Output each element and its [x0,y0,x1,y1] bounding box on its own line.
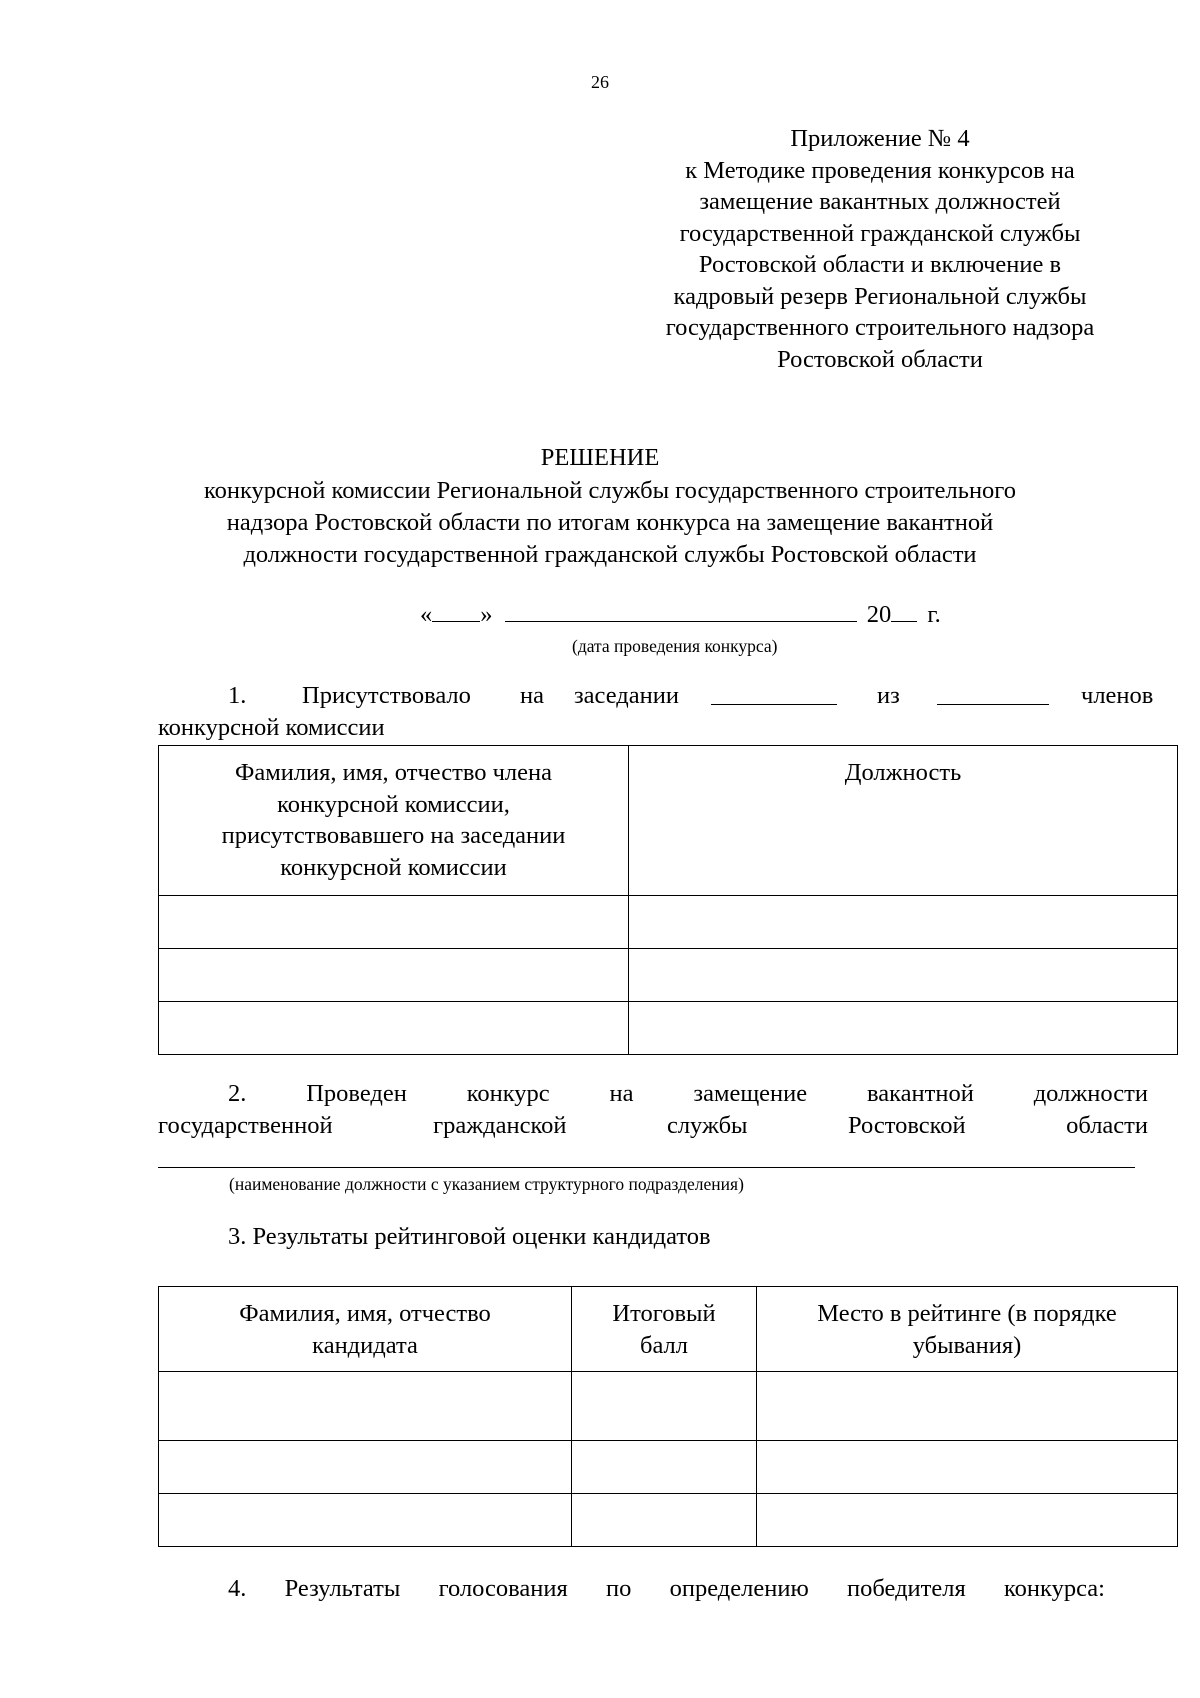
item-4-line [228,1573,1105,1605]
position-name-blank [158,1167,1135,1168]
item-1-number: 1. [228,682,247,709]
open-quote: « [420,601,433,628]
page-number: 26 [591,72,609,92]
item-2-line-2 [158,1110,1148,1142]
item-1 [158,680,1154,744]
month-blank [505,599,857,622]
date-caption: (дата проведения конкурса) [572,636,778,656]
item-2-word: 2. [228,1080,247,1107]
appendix-line: к Методике проведения конкурсов на [685,156,1075,184]
rating-table [158,1286,1178,1547]
item-1-word: членов [1081,682,1154,709]
header-line: Место в рейтинге (в порядке [817,1300,1117,1327]
header-line: конкурсной комиссии [280,853,507,881]
table-header-row [159,746,1178,896]
header-line: балл [639,1331,688,1359]
item-2-word: области [1066,1112,1148,1139]
table-cell[interactable] [757,1494,1178,1547]
table-cell[interactable] [757,1441,1178,1494]
appendix-line: замещение вакантных должностей [699,188,1061,215]
appendix-line: государственного строительного надзора [665,314,1095,341]
header-rank [757,1287,1178,1372]
item-1-word: заседании [574,682,679,709]
year-suffix: г. [927,601,941,628]
header-line: кандидата [312,1331,418,1359]
members-table [158,745,1178,1055]
table-cell[interactable] [572,1494,757,1547]
document-title: РЕШЕНИЕ [540,444,660,471]
item-2-word: Проведен [306,1080,407,1107]
close-quote: » [480,601,493,628]
date-line [420,599,941,629]
appendix-line: Ростовской области и включение в [698,251,1062,278]
table-cell[interactable] [629,896,1178,949]
document-subtitle [160,475,1060,571]
item-2-line-1 [158,1078,1148,1110]
appendix-line: Ростовской области [777,345,983,373]
table-header-row [159,1287,1178,1372]
table-row [159,1441,1178,1494]
item-2-word: гражданской [433,1112,567,1139]
item-2-word: должности [1033,1080,1148,1107]
item-4-word: голосования [438,1575,568,1602]
header-line: Фамилия, имя, отчество [239,1300,491,1327]
item-4-word: Результаты [284,1575,401,1602]
present-count-blank [711,682,837,705]
table-cell[interactable] [159,896,629,949]
item-2-word: конкурс [466,1080,550,1107]
table-row [159,949,1178,1002]
header-line: присутствовавшего на заседании [221,822,566,849]
item-4-word: определению [669,1575,809,1602]
item-3-heading: 3. Результаты рейтинговой оценки кандидатов [228,1223,711,1250]
header-line: убывания) [912,1331,1022,1359]
table-cell[interactable] [159,1494,572,1547]
item-4-word: конкурса: [1004,1575,1105,1602]
header-line: Фамилия, имя, отчество члена [234,759,553,786]
item-4-word: 4. [228,1575,247,1602]
item-1-word: Присутствовало [302,682,471,709]
subtitle-line: должности государственной гражданской службы Ростовской области [243,541,977,568]
appendix-line: Приложение № 4 [790,125,970,152]
item-2-word: вакантной [867,1080,974,1107]
item-2-word: замещение [693,1080,808,1107]
total-count-blank [937,682,1049,705]
table-cell[interactable] [159,1002,629,1055]
item-4-word: победителя [847,1575,966,1602]
item-2 [158,1078,1148,1142]
table-cell[interactable] [159,949,629,1002]
table-cell[interactable] [629,949,1178,1002]
day-blank [432,599,480,622]
table-cell[interactable] [757,1372,1178,1441]
table-cell[interactable] [159,1441,572,1494]
header-position: Должность [629,746,1178,896]
header-total-score [572,1287,757,1372]
item-1-word: из [877,682,900,709]
header-member-name [159,746,629,896]
item-1-line-2: конкурсной комиссии [158,714,385,741]
table-row [159,896,1178,949]
table-row [159,1494,1178,1547]
table-row [159,1372,1178,1441]
subtitle-line: конкурсной комиссии Региональной службы государственного строительного [203,477,1016,504]
subtitle-line: надзора Ростовской области по итогам конкурса на замещение вакантной [226,509,994,536]
header-line: конкурсной комиссии, [277,790,510,818]
item-4 [228,1573,1105,1605]
table-row [159,1002,1178,1055]
item-2-word: службы [666,1112,748,1139]
table-cell[interactable] [159,1372,572,1441]
item-2-word: государственной [158,1112,333,1139]
table-cell[interactable] [572,1441,757,1494]
appendix-line: государственной гражданской службы [679,219,1081,247]
item-2-word: Ростовской [847,1112,966,1139]
item-4-word: по [606,1575,632,1602]
header-line: Итоговый [612,1300,716,1327]
appendix-line: кадровый резерв Региональной службы [673,282,1087,310]
appendix-header [620,123,1140,375]
item-1-word: на [520,682,544,709]
year-prefix: 20 [866,601,892,628]
table-cell[interactable] [629,1002,1178,1055]
position-caption: (наименование должности с указанием структурного подразделения) [229,1174,744,1194]
table-cell[interactable] [572,1372,757,1441]
year-blank [891,599,917,622]
item-2-word: на [609,1080,634,1107]
header-candidate-name [159,1287,572,1372]
